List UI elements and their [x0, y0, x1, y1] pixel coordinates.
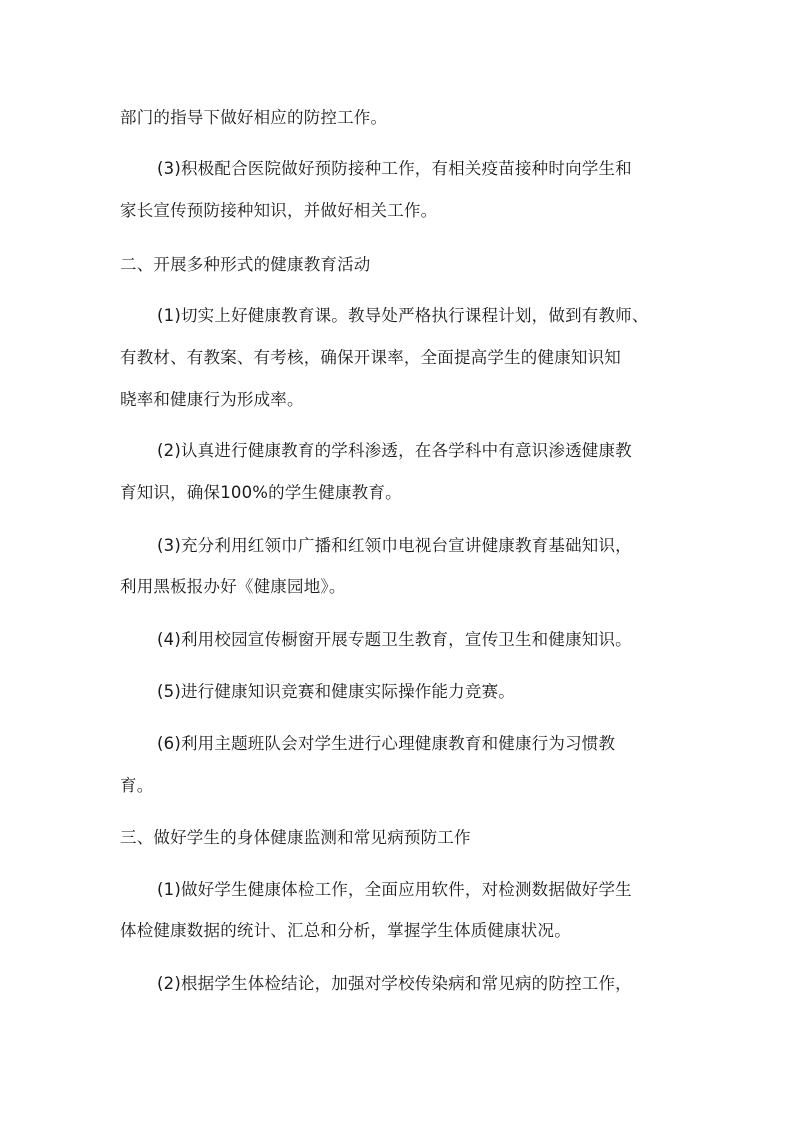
section-heading: 二、开展多种形式的健康教育活动	[120, 255, 371, 274]
text-line: 体检健康数据的统计、汇总和分析，掌握学生体质健康状况。	[120, 921, 571, 940]
list-item-line: (4)利用校园宣传橱窗开展专题卫生教育，宣传卫生和健康知识。	[157, 630, 632, 649]
list-item-line: (3)充分利用红领巾广播和红领巾电视台宣讲健康教育基础知识，	[157, 536, 632, 555]
text-line: 家长宣传预防接种知识，并做好相关工作。	[120, 201, 438, 220]
text-line: 部门的指导下做好相应的防控工作。	[120, 108, 388, 127]
list-item-line: (6)利用主题班队会对学生进行心理健康教育和健康行为习惯教	[157, 734, 616, 753]
section-heading: 三、做好学生的身体健康监测和常见病预防工作	[120, 828, 471, 847]
list-item-line: (3)积极配合医院做好预防接种工作，有相关疫苗接种时向学生和	[157, 159, 632, 178]
list-item-line: (2)认真进行健康教育的学科渗透，在各学科中有意识渗透健康教	[157, 441, 632, 460]
text-line: 有教材、有教案、有考核，确保开课率，全面提高学生的健康知识知	[120, 348, 621, 367]
text-line: 晓率和健康行为形成率。	[120, 390, 304, 409]
list-item-line: (1)做好学生健康体检工作，全面应用软件，对检测数据做好学生	[157, 880, 632, 899]
list-item-line: (1)切实上好健康教育课。教导处严格执行课程计划，做到有教师、	[157, 306, 649, 325]
list-item-line: (5)进行健康知识竞赛和健康实际操作能力竞赛。	[157, 682, 515, 701]
text-line: 育。	[120, 776, 154, 795]
text-line: 育知识，确保100%的学生健康教育。	[120, 483, 402, 502]
list-item-line: (2)根据学生体检结论，加强对学校传染病和常见病的防控工作，	[157, 974, 632, 993]
text-line: 利用黑板报办好《健康园地》。	[120, 577, 346, 596]
